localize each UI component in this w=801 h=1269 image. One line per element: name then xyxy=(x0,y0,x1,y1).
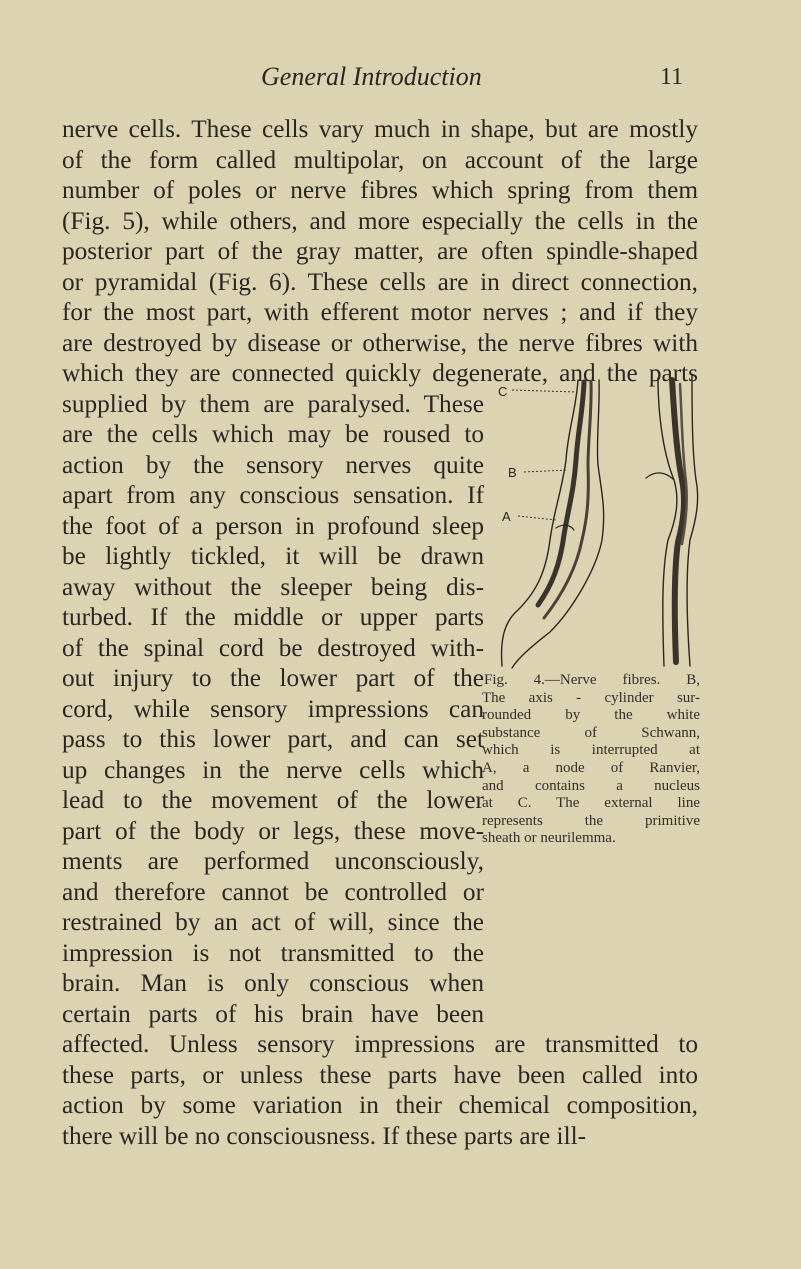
page-header xyxy=(0,62,801,96)
caption-line: which is interrupted at xyxy=(482,742,700,759)
text-line: up changes in the nerve cells which xyxy=(62,755,484,784)
text-line: out injury to the lower part of the xyxy=(62,664,484,692)
text-line: pass to this lower part, and can set xyxy=(62,725,484,753)
text-line: apart from any conscious sensation. If xyxy=(62,481,484,509)
running-title: General Introduction xyxy=(261,62,482,91)
caption-line: Fig. 4.—Nerve fibres. B, xyxy=(484,672,700,688)
body-text-bottom xyxy=(62,1029,698,1151)
text-line: impression is not transmitted to the xyxy=(62,938,484,967)
figure-caption xyxy=(482,672,700,848)
text-line: of the spinal cord be destroyed with- xyxy=(62,633,484,662)
text-line: of the form called multipolar, on account of the large xyxy=(62,145,698,174)
text-line: the foot of a person in profound sleep xyxy=(62,511,484,540)
text-line: restrained by an act of will, since the xyxy=(62,908,484,936)
text-line: or pyramidal (Fig. 6). These cells are in direct connection, xyxy=(62,267,698,296)
text-line: these parts, or unless these parts have been called into xyxy=(62,1060,698,1089)
body-text-top xyxy=(62,114,698,389)
text-line: cord, while sensory impressions can xyxy=(62,694,484,723)
text-line: for the most part, with efferent motor nerves ; and if they xyxy=(62,298,698,326)
caption-line: sheath or neurilemma. xyxy=(482,830,616,847)
text-line: nerve cells. These cells vary much in shape, but are mostly xyxy=(62,115,698,143)
figure-label-c: C xyxy=(498,384,508,399)
text-line: action by some variation in their chemical composition, xyxy=(62,1091,698,1119)
caption-line: at C. The external line xyxy=(482,795,700,812)
caption-line: The axis - cylinder sur- xyxy=(482,689,700,706)
caption-line: represents the primitive xyxy=(482,812,700,829)
body-text-middle xyxy=(62,389,484,1030)
text-line: lead to the movement of the lower xyxy=(62,786,484,814)
caption-line: rounded by the white xyxy=(482,707,700,724)
text-line: are the cells which may be roused to xyxy=(62,420,484,448)
text-line: away without the sleeper being dis- xyxy=(62,572,484,601)
text-line: supplied by them are paralysed. These xyxy=(62,389,484,418)
text-line: and therefore cannot be controlled or xyxy=(62,877,484,906)
text-line: turbed. If the middle or upper parts xyxy=(62,603,484,631)
caption-line: substance of Schwann, xyxy=(482,724,700,741)
page-number: 11 xyxy=(660,64,684,90)
text-line: certain parts of his brain have been xyxy=(62,999,484,1028)
figure-label-a: A xyxy=(502,509,511,524)
text-line: action by the sensory nerves quite xyxy=(62,450,484,479)
caption-line: and contains a nucleus xyxy=(482,777,700,794)
text-line: (Fig. 5), while others, and more especially the cells in the xyxy=(62,206,698,235)
text-line: part of the body or legs, these move- xyxy=(62,816,484,845)
nerve-fibres-illustration xyxy=(496,370,711,670)
figure-label-b: B xyxy=(508,465,517,480)
text-line: affected. Unless sensory impressions are transmitted to xyxy=(62,1030,698,1058)
text-line: which they are connected quickly degenerate, and the parts xyxy=(62,359,698,387)
text-line: be lightly tickled, it will be drawn xyxy=(62,542,484,570)
text-line: brain. Man is only conscious when xyxy=(62,969,484,997)
text-line: are destroyed by disease or otherwise, the nerve fibres with xyxy=(62,328,698,357)
text-line: ments are performed unconsciously, xyxy=(62,847,484,875)
text-line: posterior part of the gray matter, are often spindle-shaped xyxy=(62,237,698,265)
text-line: there will be no consciousness. If these parts are ill- xyxy=(62,1121,587,1150)
caption-line: A, a node of Ranvier, xyxy=(482,759,700,776)
text-line: number of poles or nerve fibres which spring from them xyxy=(62,176,698,204)
